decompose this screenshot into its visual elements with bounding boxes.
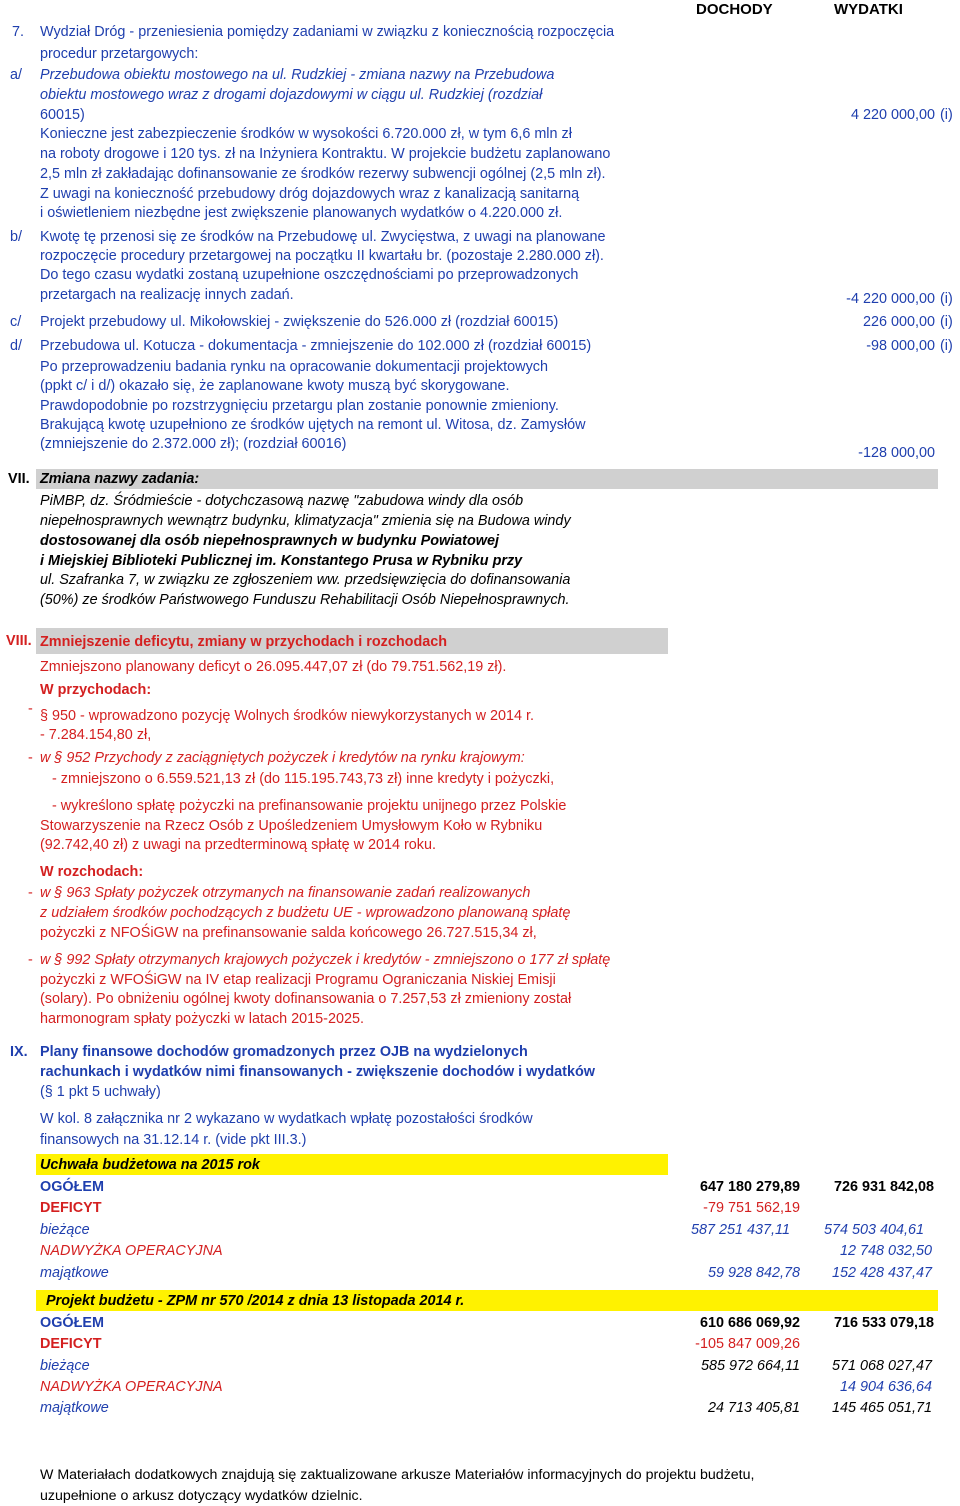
income-3-line-1: - wykreślono spłatę pożyczki na prefinansowanie projektu unijnego przez Polskie	[52, 798, 567, 814]
item-a-i-mark: (i)	[940, 107, 953, 123]
project-zpm-income-4: 24 713 405,81	[707, 1400, 800, 1416]
item-d-line-5: Brakującą kwotę uzupełniono ze środków ujętych na remont ul. Witosa, dz. Zamysłów	[40, 417, 586, 433]
expense-title: W rozchodach:	[40, 864, 144, 880]
income-2-dash: -	[28, 750, 33, 766]
project-zpm-label-3: NADWYŻKA OPERACYJNA	[40, 1379, 223, 1395]
item-a-line-2: obiektu mostowego wraz z drogami dojazdowymi w ciągu ul. Rudzkiej (rozdział	[40, 87, 543, 103]
expense-2-line-1: w § 992 Spłaty otrzymanych krajowych pożyczek i kredytów - zmniejszono o 177 zł spłatę	[40, 952, 611, 968]
project-zpm-label-2: bieżące	[40, 1358, 90, 1374]
footer-line-2: uzupełnione o arkusz dotyczący wydatków dzielnic.	[40, 1488, 363, 1504]
item-b-amount: -4 220 000,00	[846, 291, 935, 307]
income-1-line-1: § 950 - wprowadzono pozycję Wolnych środków niewykorzystanych w 2014 r.	[40, 708, 535, 724]
section-ix-number: IX.	[10, 1044, 28, 1060]
item-a-line-3: 60015)	[40, 107, 85, 123]
budget-2015-label-4: majątkowe	[40, 1265, 109, 1281]
project-zpm-expense-2: 571 068 027,47	[831, 1358, 932, 1374]
income-2-line-1: w § 952 Przychody z zaciągniętych pożyczek i kredytów na rynku krajowym:	[40, 750, 525, 766]
budget-2015-income-4: 59 928 842,78	[707, 1265, 800, 1281]
item-d-line-4: Prawdopodobnie po rozstrzygnięciu przetargu plan zostanie ponownie zmieniony.	[40, 398, 559, 414]
section-vii-number: VII.	[8, 471, 30, 487]
project-zpm-income-0: 610 686 069,92	[699, 1315, 800, 1331]
item-a-mark: a/	[10, 67, 23, 83]
item-d-amount: -98 000,00	[866, 338, 935, 354]
section-vii-line-2: niepełnosprawnych wewnątrz budynku, klimatyzacja" zmienia się na Budowa windy	[40, 513, 571, 529]
expense-2-dash: -	[28, 952, 33, 968]
section-ix-note-2: finansowych na 31.12.14 r. (vide pkt III.3.)	[40, 1132, 307, 1148]
item-b-line-4: przetargach na realizację innych zadań.	[40, 287, 294, 303]
section-7-number: 7.	[12, 24, 25, 40]
budget-2015-label-0: OGÓŁEM	[40, 1179, 104, 1195]
section-vii-line-6: (50%) ze środków Państwowego Funduszu Rehabilitacji Osób Niepełnosprawnych.	[40, 592, 570, 608]
section-7-line-1: Wydział Dróg - przeniesienia pomiędzy zadaniami w związku z koniecznością rozpoczęcia	[40, 24, 615, 40]
budget-2015-expense-0: 726 931 842,08	[833, 1179, 934, 1195]
item-a-amount: 4 220 000,00	[850, 107, 935, 123]
item-d-line-2: Po przeprowadzeniu badania rynku na opracowanie dokumentacji projektowych	[40, 359, 548, 375]
income-2-line-2: - zmniejszono o 6.559.521,13 zł (do 115.195.743,73 zł) inne kredyty i pożyczki,	[52, 771, 555, 787]
section-vii-line-1: PiMBP, dz. Śródmieście - dotychczasową nazwę "zabudowa windy dla osób	[40, 493, 524, 509]
project-zpm-label-4: majątkowe	[40, 1400, 109, 1416]
income-3-line-2: Stowarzyszenie na Rzecz Osób z Upośledzeniem Umysłowym Koło w Rybniku	[40, 818, 543, 834]
section-vii-line-5: ul. Szafranka 7, w związku ze zgłoszeniem ww. przedsięwzięcia do dofinansowania	[40, 572, 571, 588]
expense-1-line-1: w § 963 Spłaty pożyczek otrzymanych na finansowanie zadań realizowanych	[40, 885, 531, 901]
budget-2015-income-2: 587 251 437,11	[691, 1222, 790, 1238]
budget-2015-income-0: 647 180 279,89	[699, 1179, 800, 1195]
deficit-line: Zmniejszono planowany deficyt o 26.095.447,07 zł (do 79.751.562,19 zł).	[40, 659, 507, 675]
expense-2-line-4: harmonogram spłaty pożyczki w latach 2015-2025.	[40, 1011, 364, 1027]
section-7-line-2: procedur przetargowych:	[40, 46, 199, 62]
project-zpm-expense-3: 14 904 636,64	[839, 1379, 932, 1395]
item-a-line-8: i oświetleniem niezbędne jest zwiększenie planowanych wydatków o 4.220.000 zł.	[40, 205, 563, 221]
item-a-line-4: Konieczne jest zabezpieczenie środków w wysokości 6.720.000 zł, w tym 6,6 mln zł	[40, 126, 572, 142]
expense-2-line-2: pożyczki z WFOŚiGW na IV etap realizacji Programu Ograniczania Niskiej Emisji	[40, 972, 556, 988]
item-d-amount-2: -128 000,00	[858, 445, 935, 461]
project-zpm-label-0: OGÓŁEM	[40, 1315, 104, 1331]
item-d-i-mark: (i)	[940, 338, 953, 354]
project-zpm-title: Projekt budżetu - ZPM nr 570 /2014 z dnia 13 listopada 2014 r.	[46, 1293, 465, 1309]
section-viii-number: VIII.	[6, 633, 32, 649]
column-header-expense: WYDATKI	[834, 1, 903, 18]
project-zpm-expense-4: 145 465 051,71	[831, 1400, 932, 1416]
section-vii-title: Zmiana nazwy zadania:	[40, 471, 200, 487]
section-vii-line-4: i Miejskiej Biblioteki Publicznej im. Konstantego Prusa w Rybniku przy	[40, 553, 523, 569]
item-a-line-5: na roboty drogowe i 120 tys. zł na Inżyniera Kontraktu. W projekcie budżetu zaplanowano	[40, 146, 611, 162]
item-d-line-6: (zmniejszenie do 2.372.000 zł); (rozdział 60016)	[40, 436, 347, 452]
income-1-line-2: - 7.284.154,80 zł,	[40, 727, 152, 743]
expense-1-line-2: z udziałem środków pochodzących z budżetu UE - wprowadzono planowaną spłatę	[40, 905, 571, 921]
income-1-dash: -	[28, 701, 33, 717]
budget-2015-label-3: NADWYŻKA OPERACYJNA	[40, 1243, 223, 1259]
section-ix-note-1: W kol. 8 załącznika nr 2 wykazano w wydatkach wpłatę pozostałości środków	[40, 1111, 533, 1127]
item-d-line-1: Przebudowa ul. Kotucza - dokumentacja - zmniejszenie do 102.000 zł (rozdział 60015)	[40, 338, 592, 354]
section-viii-title: Zmniejszenie deficytu, zmiany w przychodach i rozchodach	[40, 634, 448, 650]
item-c-i-mark: (i)	[940, 314, 953, 330]
item-a-line-1: Przebudowa obiektu mostowego na ul. Rudzkiej - zmiana nazwy na Przebudowa	[40, 67, 555, 83]
item-b-line-3: Do tego czasu wydatki zostaną uzupełnione oszczędnościami po przeprowadzonych	[40, 267, 579, 283]
item-a-line-7: Z uwagi na konieczność przebudowy dróg dojazdowych wraz z kanalizacją sanitarną	[40, 186, 580, 202]
project-zpm-income-2: 585 972 664,11	[701, 1358, 800, 1374]
item-b-line-1: Kwotę tę przenosi się ze środków na Przebudowę ul. Zwycięstwa, z uwagi na planowane	[40, 229, 606, 245]
section-ix-title-1: Plany finansowe dochodów gromadzonych przez OJB na wydzielonych	[40, 1044, 528, 1060]
column-header-income: DOCHODY	[696, 1, 773, 18]
budget-2015-expense-3: 12 748 032,50	[839, 1243, 932, 1259]
item-c-mark: c/	[10, 314, 22, 330]
item-d-line-3: (ppkt c/ i d/) okazało się, że zaplanowane kwoty muszą być skorygowane.	[40, 378, 510, 394]
income-title: W przychodach:	[40, 682, 152, 698]
budget-2015-title: Uchwała budżetowa na 2015 rok	[40, 1157, 260, 1173]
expense-1-line-3: pożyczki z NFOŚiGW na prefinansowanie salda końcowego 26.727.515,34 zł,	[40, 925, 537, 941]
item-c-amount: 226 000,00	[862, 314, 935, 330]
item-b-line-2: rozpoczęcie procedury przetargowej na początku II kwartału br. (pozostaje 2.280.000 zł).	[40, 248, 604, 264]
income-3-line-3: (92.742,40 zł) z uwagi na przedterminową spłatę w 2014 roku.	[40, 837, 436, 853]
item-a-line-6: 2,5 mln zł zakładając dofinansowanie ze środków rezerwy subwencji ogólnej (2,5 mln zł).	[40, 166, 606, 182]
footer-line-1: W Materiałach dodatkowych znajdują się zaktualizowane arkusze Materiałów informacyjnych do projektu budżetu,	[40, 1467, 755, 1483]
item-b-mark: b/	[10, 229, 23, 245]
budget-2015-expense-4: 152 428 437,47	[831, 1265, 932, 1281]
section-ix-title-3: (§ 1 pkt 5 uchwały)	[40, 1084, 161, 1100]
item-c-line: Projekt przebudowy ul. Mikołowskiej - zwiększenie do 526.000 zł (rozdział 60015)	[40, 314, 559, 330]
project-zpm-label-1: DEFICYT	[40, 1336, 102, 1352]
project-zpm-income-1: -105 847 009,26	[695, 1336, 800, 1352]
expense-1-dash: -	[28, 885, 33, 901]
budget-2015-label-1: DEFICYT	[40, 1200, 102, 1216]
expense-2-line-3: (solary). Po obniżeniu ogólnej kwoty dofinansowania o 7.257,53 zł zmieniony został	[40, 991, 572, 1007]
project-zpm-expense-0: 716 533 079,18	[833, 1315, 934, 1331]
budget-2015-income-1: -79 751 562,19	[703, 1200, 800, 1216]
item-b-i-mark: (i)	[940, 291, 953, 307]
budget-2015-expense-2: 574 503 404,61	[823, 1222, 924, 1238]
section-vii-line-3: dostosowanej dla osób niepełnosprawnych w budynku Powiatowej	[40, 533, 499, 549]
budget-2015-label-2: bieżące	[40, 1222, 90, 1238]
section-ix-title-2: rachunkach i wydatków nimi finansowanych - zwiększenie dochodów i wydatków	[40, 1064, 595, 1080]
item-d-mark: d/	[10, 338, 23, 354]
